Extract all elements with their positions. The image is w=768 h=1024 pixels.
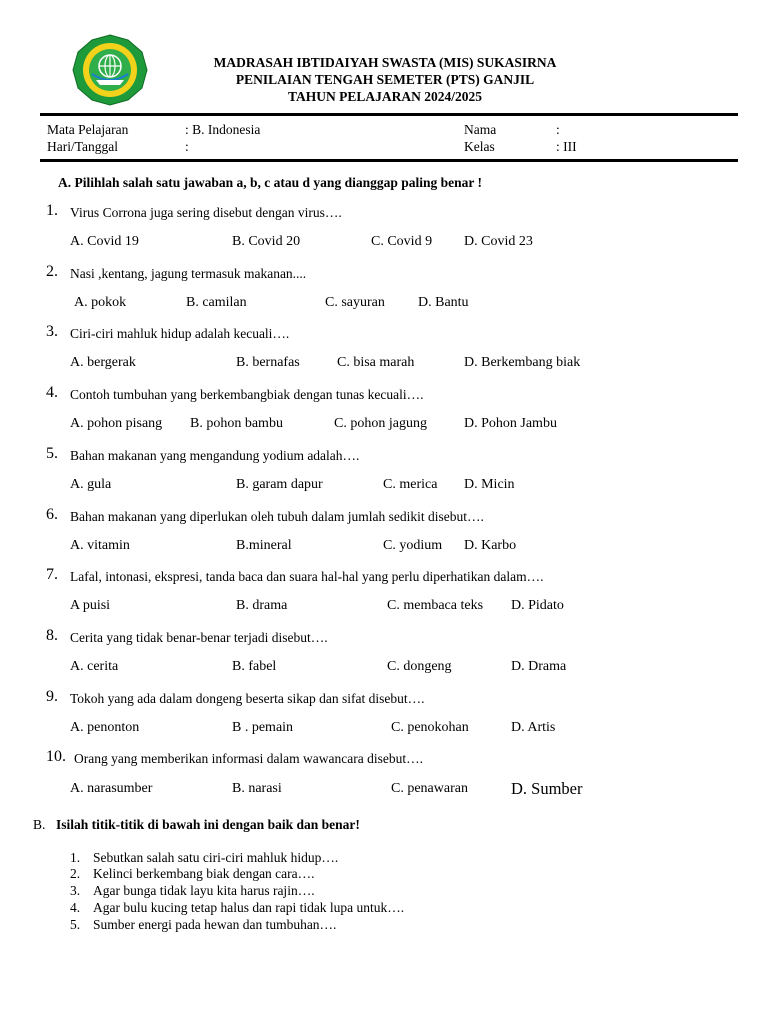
list-item: Agar bulu kucing tetap halus dan rapi tidak lupa untuk…. xyxy=(93,900,405,915)
question-number: 2. xyxy=(46,263,58,280)
question-number: 6. xyxy=(46,506,58,523)
list-item-number: 5. xyxy=(70,917,81,932)
option-c: C. membaca teks xyxy=(387,598,484,613)
option-a: A. penonton xyxy=(70,720,140,735)
question-number: 5. xyxy=(46,445,58,462)
school-logo xyxy=(70,34,150,106)
option-d: D. Berkembang biak xyxy=(464,355,581,370)
name-value: : xyxy=(556,122,560,137)
list-item-number: 1. xyxy=(70,850,81,865)
question-number: 8. xyxy=(46,627,58,644)
list-item: Kelinci berkembang biak dengan cara…. xyxy=(93,866,315,881)
option-d: D. Drama xyxy=(511,659,567,674)
option-d: D. Covid 23 xyxy=(464,234,533,249)
question-text: Ciri-ciri mahluk hidup adalah kecuali…. xyxy=(70,326,290,341)
option-a: A. narasumber xyxy=(70,781,153,796)
option-c: C. bisa marah xyxy=(337,355,415,370)
day-value: : xyxy=(185,139,189,154)
option-a: A. vitamin xyxy=(70,538,130,553)
option-d: D. Karbo xyxy=(464,538,517,553)
list-item: Agar bunga tidak layu kita harus rajin…. xyxy=(93,883,315,898)
question-number: 3. xyxy=(46,323,58,340)
option-c: C. Covid 9 xyxy=(371,234,433,249)
option-c: C. penawaran xyxy=(391,781,468,796)
question-text: Virus Corrona juga sering disebut dengan virus…. xyxy=(70,205,342,220)
section-b-title: Isilah titik-titik di bawah ini dengan baik dan benar! xyxy=(56,817,360,832)
list-item-number: 2. xyxy=(70,866,81,881)
list-item: Sumber energi pada hewan dan tumbuhan…. xyxy=(93,917,337,932)
header-school-year: TAHUN PELAJARAN 2024/2025 xyxy=(287,89,482,104)
option-b: B. Covid 20 xyxy=(232,234,301,249)
section-b-letter: B. xyxy=(33,817,46,832)
list-item-number: 3. xyxy=(70,883,81,898)
list-item: Sebutkan salah satu ciri-ciri mahluk hidup…. xyxy=(93,850,339,865)
question-text: Cerita yang tidak benar-benar terjadi disebut…. xyxy=(70,630,328,645)
section-a-title: A. Pilihlah salah satu jawaban a, b, c atau d yang dianggap paling benar ! xyxy=(58,175,482,190)
question-text: Bahan makanan yang mengandung yodium adalah…. xyxy=(70,448,360,463)
option-b: B . pemain xyxy=(232,720,294,735)
class-value: : III xyxy=(556,139,577,154)
header-exam-title: PENILAIAN TENGAH SEMETER (PTS) GANJIL xyxy=(235,72,535,87)
question-text: Contoh tumbuhan yang berkembangbiak dengan tunas kecuali…. xyxy=(70,387,424,402)
option-b: B. camilan xyxy=(186,295,247,310)
option-d: D. Sumber xyxy=(511,779,583,798)
option-a: A. cerita xyxy=(70,659,119,674)
name-label: Nama xyxy=(464,122,497,137)
option-a: A. Covid 19 xyxy=(70,234,139,249)
option-d: D. Artis xyxy=(511,720,556,735)
option-a: A puisi xyxy=(70,598,111,613)
question-number: 9. xyxy=(46,688,58,705)
header-divider-bottom xyxy=(40,159,738,162)
question-text: Tokoh yang ada dalam dongeng beserta sikap dan sifat disebut…. xyxy=(70,691,425,706)
option-b: B. garam dapur xyxy=(236,477,323,492)
question-text: Lafal, intonasi, ekspresi, tanda baca dan suara hal-hal yang perlu diperhatikan dalam…. xyxy=(70,569,544,584)
option-a: A. pokok xyxy=(74,295,127,310)
subject-label: Mata Pelajaran xyxy=(47,122,129,137)
option-d: D. Pohon Jambu xyxy=(464,416,557,431)
question-text: Orang yang memberikan informasi dalam wawancara disebut…. xyxy=(74,751,424,766)
day-label: Hari/Tanggal xyxy=(47,139,119,154)
option-c: C. pohon jagung xyxy=(334,416,427,431)
question-text: Bahan makanan yang diperlukan oleh tubuh dalam jumlah sedikit disebut…. xyxy=(70,509,484,524)
question-number: 4. xyxy=(46,384,58,401)
option-c: C. dongeng xyxy=(387,659,452,674)
question-number: 7. xyxy=(46,566,58,583)
subject-value: : B. Indonesia xyxy=(185,122,261,137)
option-b: B. pohon bambu xyxy=(190,416,283,431)
option-b: B. narasi xyxy=(232,781,282,796)
option-d: D. Bantu xyxy=(418,295,469,310)
option-c: C. penokohan xyxy=(391,720,469,735)
option-b: B. fabel xyxy=(232,659,277,674)
class-label: Kelas xyxy=(464,139,495,154)
option-a: A. bergerak xyxy=(70,355,136,370)
question-number: 1. xyxy=(46,202,58,219)
option-a: A. gula xyxy=(70,477,112,492)
option-d: D. Pidato xyxy=(511,598,564,613)
question-number: 10. xyxy=(46,748,66,765)
option-c: C. sayuran xyxy=(325,295,385,310)
option-d: D. Micin xyxy=(464,477,515,492)
option-a: A. pohon pisang xyxy=(70,416,163,431)
list-item-number: 4. xyxy=(70,900,81,915)
option-b: B. drama xyxy=(236,598,288,613)
option-b: B.mineral xyxy=(236,538,292,553)
option-b: B. bernafas xyxy=(236,355,300,370)
option-c: C. yodium xyxy=(383,538,443,553)
header-school-name: MADRASAH IBTIDAIYAH SWASTA (MIS) SUKASIRNA xyxy=(213,55,557,70)
question-text: Nasi ,kentang, jagung termasuk makanan.... xyxy=(70,266,307,281)
option-c: C. merica xyxy=(383,477,438,492)
header-divider-top xyxy=(40,113,738,116)
